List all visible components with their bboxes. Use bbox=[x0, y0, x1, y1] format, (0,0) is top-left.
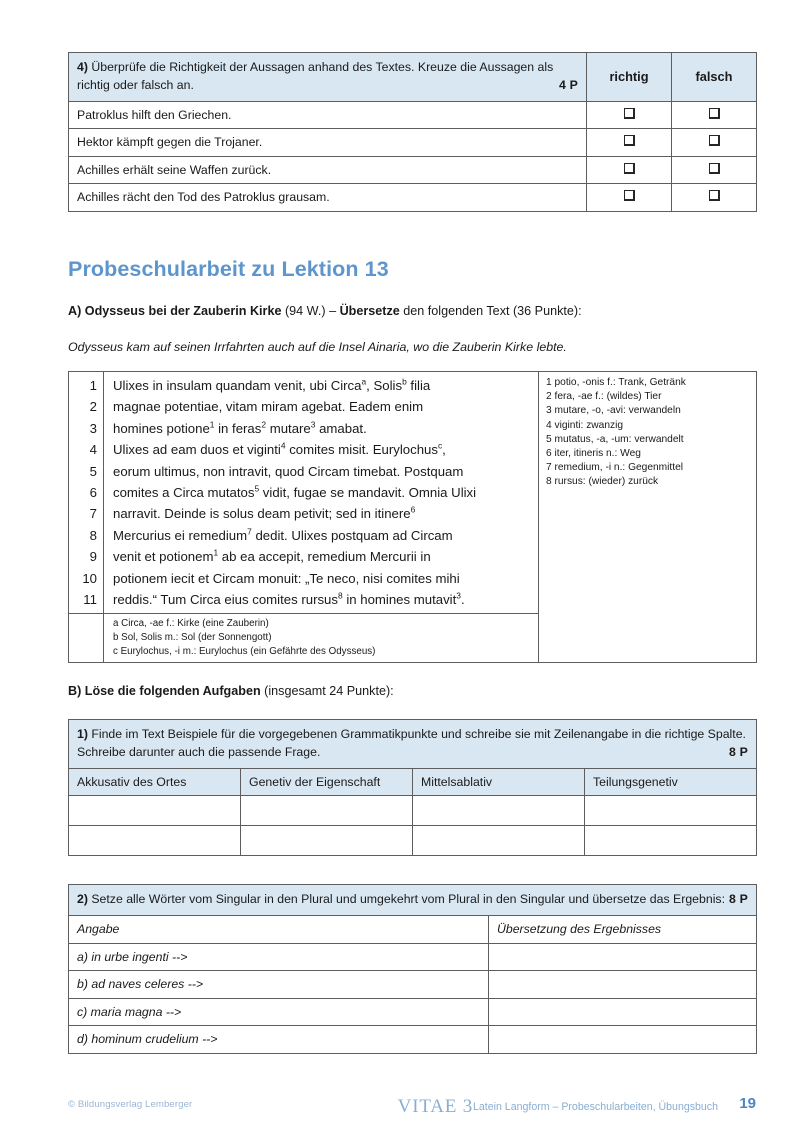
task1-answer-cell[interactable] bbox=[585, 826, 757, 856]
table-row bbox=[69, 101, 757, 129]
task4-prompt-text: Überprüfe die Richtigkeit der Aussagen anhand des Textes. Kreuze die Aussagen als richtig oder falsch an. bbox=[77, 60, 554, 92]
task4-checkbox-richtig-cell[interactable] bbox=[587, 184, 672, 212]
latin-line: narravit. Deinde is solus deam petivit; sed in itinere$^6$ bbox=[113, 505, 416, 522]
latin-line: Mercurius ei remedium$^7$ dedit. Ulixes postquam ad Circam bbox=[113, 526, 453, 543]
task1-table bbox=[68, 719, 757, 856]
checkbox-icon[interactable] bbox=[709, 135, 720, 146]
brand-number: 3 bbox=[457, 1096, 473, 1117]
task4-statement: Patroklus hilft den Griechen. bbox=[69, 101, 587, 129]
table-row bbox=[69, 184, 757, 212]
latin-line: Ulixes ad eam duos et viginti$^4$ comites misit. Eurylochus$^c$, bbox=[113, 440, 446, 458]
table-row bbox=[69, 156, 757, 184]
task1-column-header: Mittelsablativ bbox=[413, 768, 585, 796]
task1-answer-cell[interactable] bbox=[413, 826, 585, 856]
latin-line-numbers bbox=[69, 372, 104, 614]
task4-checkbox-richtig-cell[interactable] bbox=[587, 156, 672, 184]
task2-table bbox=[68, 884, 757, 1054]
footnote-item: c Eurylochus, -i m.: Eurylochus (ein Gefährte des Odysseus) bbox=[113, 645, 376, 657]
line-number: 1 bbox=[89, 378, 97, 394]
task2-column-header-left: Angabe bbox=[69, 915, 489, 943]
line-number: 3 bbox=[89, 420, 97, 436]
task2-item: d) hominum crudelium --> bbox=[69, 1026, 489, 1054]
task1-prompt-number: 1) bbox=[77, 726, 88, 741]
table-row bbox=[69, 998, 757, 1026]
task1-answer-cell[interactable] bbox=[413, 796, 585, 826]
latin-text-body bbox=[104, 372, 539, 614]
footnote-item: b Sol, Solis m.: Sol (der Sonnengott) bbox=[113, 632, 272, 644]
latin-line: comites a Circa mutatos$^5$ vidit, fugae se mandavit. Omnia Ulixi bbox=[113, 483, 477, 501]
task1-points: 8 P bbox=[728, 744, 748, 759]
task4-prompt-number: 4) bbox=[77, 60, 88, 74]
page-content bbox=[68, 52, 756, 1054]
section-a-label: A) bbox=[68, 304, 82, 319]
checkbox-icon[interactable] bbox=[709, 190, 720, 201]
table-row bbox=[69, 1026, 757, 1054]
latin-text-table bbox=[68, 371, 757, 663]
line-number: 6 bbox=[89, 485, 97, 501]
copyright-text: © Bildungsverlag Lemberger bbox=[68, 1099, 193, 1110]
vocab-item: 1 potio, -onis f.: Trank, Getränk bbox=[546, 377, 686, 389]
task4-col-richtig: richtig bbox=[587, 53, 672, 102]
task2-answer-cell[interactable] bbox=[489, 1026, 757, 1054]
vocab-item: 5 mutatus, -a, -um: verwandelt bbox=[546, 433, 684, 445]
section-a-intro: Odysseus kam auf seinen Irrfahrten auch auf die Insel Ainaria, wo die Zauberin Kirke lebte. bbox=[68, 339, 567, 354]
footnote-item: a Circa, -ae f.: Kirke (eine Zauberin) bbox=[113, 618, 269, 630]
task1-answer-cell[interactable] bbox=[69, 796, 241, 826]
task2-item: c) maria magna --> bbox=[69, 998, 489, 1026]
section-b-rest: (insgesamt 24 Punkte): bbox=[260, 684, 394, 699]
brand-subtitle: Latein Langform – Probeschularbeiten, Übungsbuch bbox=[473, 1101, 718, 1113]
brand-name: VITAE bbox=[397, 1096, 458, 1117]
section-a-words: (94 W.) – bbox=[281, 304, 340, 319]
task1-answer-cell[interactable] bbox=[241, 826, 413, 856]
task4-statement: Achilles erhält seine Waffen zurück. bbox=[69, 156, 587, 184]
table-row-header bbox=[69, 53, 757, 102]
task2-answer-cell[interactable] bbox=[489, 971, 757, 999]
section-b-label: B) bbox=[68, 684, 82, 699]
vocab-item: 8 rursus: (wieder) zurück bbox=[546, 476, 659, 488]
checkbox-icon[interactable] bbox=[624, 108, 635, 119]
page-footer bbox=[68, 1096, 756, 1118]
page-number: 19 bbox=[739, 1095, 756, 1112]
task2-prompt-text: Setze alle Wörter vom Singular in den Plural und umgekehrt vom Plural in den Singular und übersetze das Ergebnis: bbox=[87, 892, 725, 907]
line-number: 8 bbox=[89, 527, 97, 543]
task4-checkbox-falsch-cell[interactable] bbox=[672, 156, 757, 184]
vocab-item: 2 fera, -ae f.: (wildes) Tier bbox=[546, 391, 662, 403]
checkbox-icon[interactable] bbox=[624, 190, 635, 201]
latin-line: eorum ultimus, non intravit, quod Circam timebat. Postquam bbox=[113, 463, 464, 479]
task1-prompt-cell bbox=[69, 719, 757, 768]
task1-answer-cell[interactable] bbox=[241, 796, 413, 826]
task4-col-falsch: falsch bbox=[672, 53, 757, 102]
task1-column-header: Teilungsgenetiv bbox=[585, 768, 757, 796]
section-a-title: Odysseus bei der Zauberin Kirke bbox=[84, 304, 282, 319]
task2-column-header-right: Übersetzung des Ergebnisses bbox=[489, 915, 757, 943]
latin-line: homines potione$^1$ in feras$^2$ mutare$^3$ amabat. bbox=[113, 419, 367, 436]
checkbox-icon[interactable] bbox=[624, 163, 635, 174]
checkbox-icon[interactable] bbox=[624, 135, 635, 146]
section-b-title: Löse die folgenden Aufgaben bbox=[84, 684, 261, 699]
vocab-item: 4 viginti: zwanzig bbox=[546, 419, 624, 431]
task4-points: 4 P bbox=[558, 77, 578, 92]
checkbox-icon[interactable] bbox=[709, 163, 720, 174]
page-title: Probeschularbeit zu Lektion 13 bbox=[68, 257, 389, 282]
section-b-heading bbox=[68, 683, 756, 701]
task4-table bbox=[68, 52, 757, 212]
task4-prompt-cell bbox=[69, 53, 587, 102]
task4-checkbox-richtig-cell[interactable] bbox=[587, 129, 672, 157]
task4-statement: Achilles rächt den Tod des Patroklus grausam. bbox=[69, 184, 587, 212]
latin-line: reddis.“ Tum Circa eius comites rursus$^8$ in homines mutavit$^3$. bbox=[113, 590, 465, 608]
task4-checkbox-falsch-cell[interactable] bbox=[672, 184, 757, 212]
checkbox-icon[interactable] bbox=[709, 108, 720, 119]
task2-item: a) in urbe ingenti --> bbox=[69, 943, 489, 971]
task1-prompt-text: Finde im Text Beispiele für die vorgegebenen Grammatikpunkte und schreibe sie mit Zeilenangabe in die richtige Spalte. Schreibe darunter auch die passende Frage. bbox=[77, 726, 746, 759]
task2-points: 8 P bbox=[728, 892, 748, 907]
task2-prompt-number: 2) bbox=[77, 892, 88, 907]
task4-checkbox-falsch-cell[interactable] bbox=[672, 129, 757, 157]
table-row-prompt bbox=[69, 719, 757, 768]
line-number: 9 bbox=[89, 549, 97, 565]
vocabulary-list bbox=[539, 372, 757, 663]
table-row bbox=[69, 971, 757, 999]
task1-column-header: Akkusativ des Ortes bbox=[69, 768, 241, 796]
vocab-item: 6 iter, itineris n.: Weg bbox=[546, 448, 641, 460]
task4-checkbox-falsch-cell[interactable] bbox=[672, 101, 757, 129]
task2-answer-cell[interactable] bbox=[489, 943, 757, 971]
line-number: 7 bbox=[89, 506, 97, 522]
brand-block bbox=[398, 1096, 718, 1118]
table-row bbox=[69, 826, 757, 856]
table-row-prompt bbox=[69, 885, 757, 916]
task1-column-header: Genetiv der Eigenschaft bbox=[241, 768, 413, 796]
section-a-rest: den folgenden Text (36 Punkte): bbox=[399, 304, 582, 319]
vocab-item: 3 mutare, -o, -avi: verwandeln bbox=[546, 405, 681, 417]
task2-prompt-cell bbox=[69, 885, 757, 916]
table-row-header bbox=[69, 915, 757, 943]
task1-answer-cell[interactable] bbox=[585, 796, 757, 826]
task1-answer-cell[interactable] bbox=[69, 826, 241, 856]
line-number: 2 bbox=[89, 399, 97, 415]
footnote-list bbox=[104, 614, 539, 663]
table-row bbox=[69, 943, 757, 971]
section-a-verb: Übersetze bbox=[339, 304, 400, 319]
task4-statement: Hektor kämpft gegen die Trojaner. bbox=[69, 129, 587, 157]
latin-line: venit et potionem$^1$ ab ea accepit, remedium Mercurii in bbox=[113, 547, 431, 565]
latin-line: magnae potentiae, vitam miram agebat. Eadem enim bbox=[113, 399, 424, 415]
vocab-item: 7 remedium, -i n.: Gegenmittel bbox=[546, 462, 684, 474]
line-number: 4 bbox=[89, 442, 97, 458]
latin-line: Ulixes in insulam quandam venit, ubi Circa$^a$, Solis$^b$ filia bbox=[113, 376, 431, 394]
section-a-heading bbox=[68, 303, 756, 321]
latin-line: potionem iecit et Circam monuit: „Te neco, nisi comites mihi bbox=[113, 570, 460, 586]
line-number: 5 bbox=[89, 463, 97, 479]
table-row bbox=[69, 796, 757, 826]
task4-checkbox-richtig-cell[interactable] bbox=[587, 101, 672, 129]
task2-answer-cell[interactable] bbox=[489, 998, 757, 1026]
table-row-header bbox=[69, 768, 757, 796]
footnote-spacer-cell bbox=[69, 614, 104, 663]
line-number: 10 bbox=[82, 570, 97, 586]
task2-item: b) ad naves celeres --> bbox=[69, 971, 489, 999]
line-number: 11 bbox=[83, 592, 97, 608]
table-row bbox=[69, 129, 757, 157]
latin-main-row bbox=[69, 372, 757, 614]
